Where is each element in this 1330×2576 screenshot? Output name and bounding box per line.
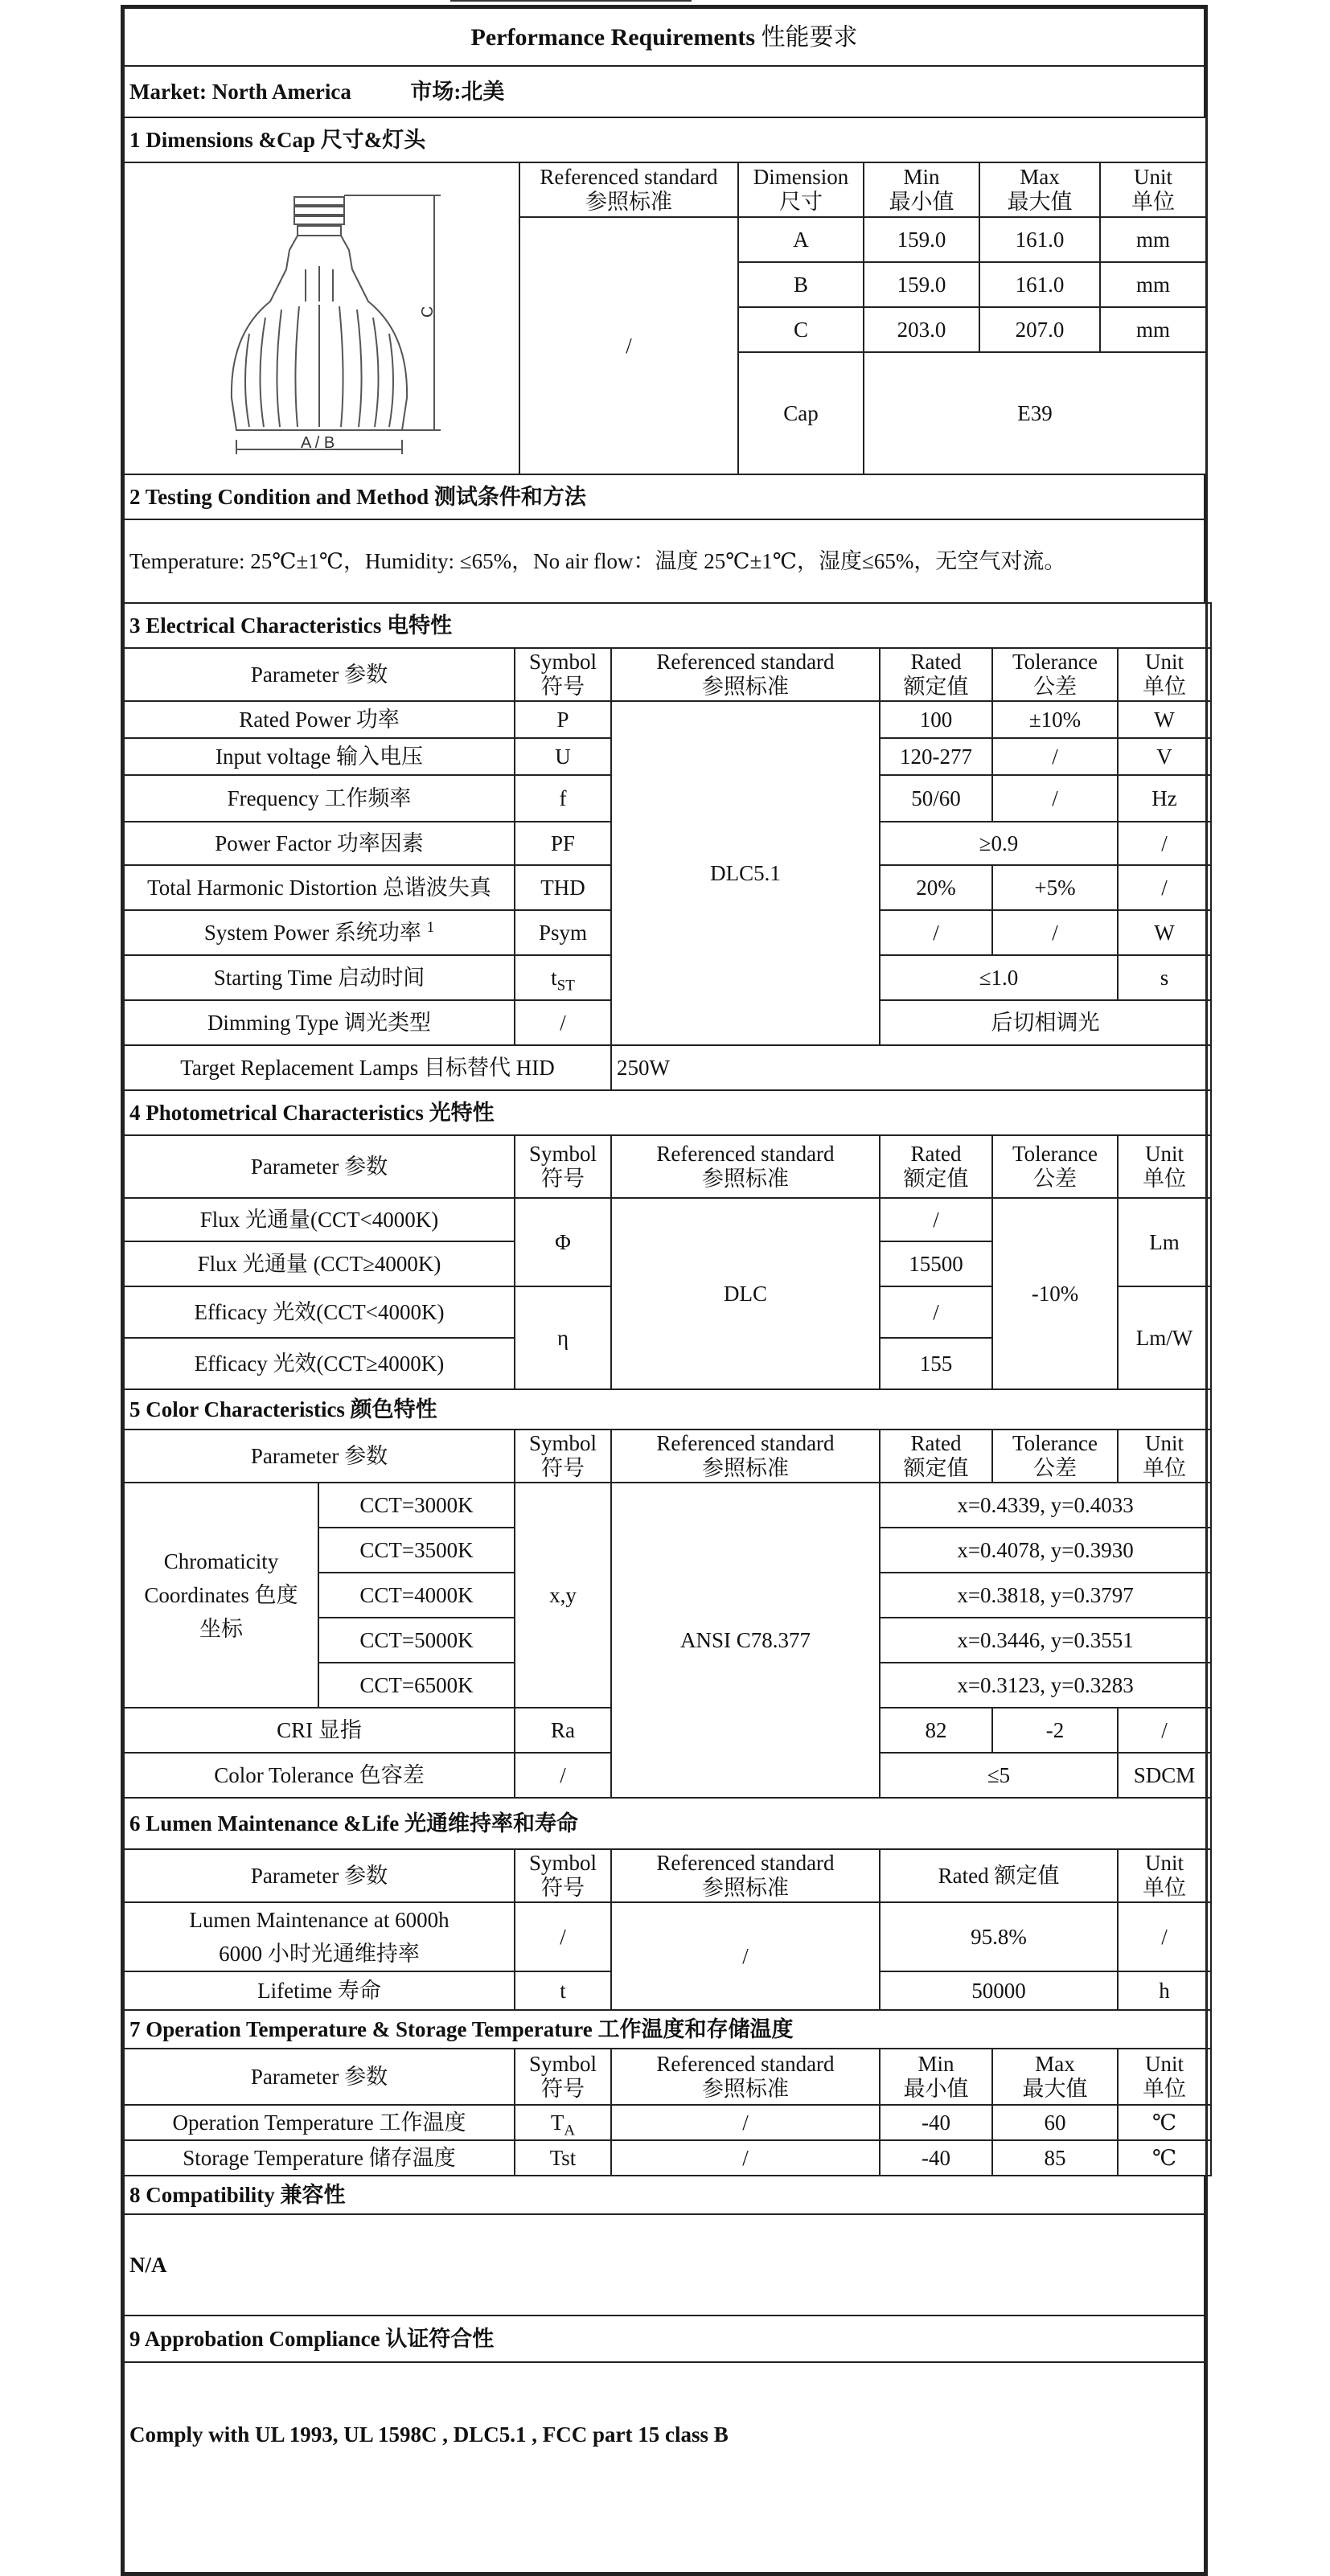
header-min: Min 最小值 — [864, 162, 979, 217]
header-symbol: Symbol 符号 — [515, 648, 611, 701]
param-cell: Rated Power 功率 — [124, 701, 515, 738]
merged-value-cell: ≤5 — [880, 1753, 1118, 1798]
rated-cell: 100 — [880, 701, 992, 738]
market-zh: 市场:北美 — [410, 79, 505, 104]
chromaticity-value: x=0.4339, y=0.4033 — [880, 1483, 1211, 1528]
header-parameter: Parameter 参数 — [124, 1135, 515, 1198]
param-cell: Lifetime 寿命 — [124, 1971, 515, 2010]
section-lumen-maintenance — [123, 1797, 1212, 2011]
cct-cell: CCT=6500K — [318, 1663, 515, 1708]
symbol-cell: $T_A$ — [515, 2105, 611, 2140]
efficacy-unit: Lm/W — [1118, 1286, 1211, 1389]
market-row — [124, 66, 1205, 117]
header-unit: Unit 单位 — [1118, 1135, 1211, 1198]
chromaticity-value: x=0.4078, y=0.3930 — [880, 1528, 1211, 1573]
param-cell: System Power 系统功率 $^1$ — [124, 910, 515, 955]
symbol-cell: THD — [515, 865, 611, 910]
header-tolerance: Tolerance 公差 — [992, 1135, 1118, 1198]
section-dimensions — [123, 117, 1207, 475]
unit-cell: W — [1118, 910, 1211, 955]
header-parameter: Parameter 参数 — [124, 648, 515, 701]
tolerance-cell: ±10% — [992, 701, 1118, 738]
ref-cell: / — [611, 2140, 880, 2176]
min-cell: -40 — [880, 2140, 992, 2176]
symbol-cell: t — [515, 1971, 611, 2010]
section-heading: 8 Compatibility 兼容性 — [124, 2176, 1205, 2214]
param-cell: Lumen Maintenance at 6000h 6000 小时光通维持率 — [124, 1902, 515, 1971]
header-unit: Unit 单位 — [1100, 162, 1206, 217]
header-unit: Unit 单位 — [1118, 648, 1211, 701]
unit-cell: h — [1118, 1971, 1211, 2010]
unit-cell: mm — [1100, 217, 1206, 262]
lamp-dimension-drawing — [129, 173, 515, 459]
tolerance-cell: / — [992, 775, 1118, 822]
header-ref-standard: Referenced standard 参照标准 — [611, 1849, 880, 1902]
unit-cell: W — [1118, 701, 1211, 738]
symbol-cell: / — [515, 1902, 611, 1971]
param-cell: Storage Temperature 储存温度 — [124, 2140, 515, 2176]
header-tolerance: Tolerance 公差 — [992, 1430, 1118, 1483]
unit-cell: / — [1118, 1708, 1211, 1753]
symbol-cell: U — [515, 738, 611, 775]
param-cell: Starting Time 启动时间 — [124, 955, 515, 1000]
section-testing — [123, 474, 1205, 604]
header-ref-standard: Referenced standard 参照标准 — [519, 162, 738, 217]
title-table — [123, 7, 1205, 118]
unit-cell: V — [1118, 738, 1211, 775]
dim-cell: C — [738, 307, 864, 352]
header-tolerance: Tolerance 公差 — [992, 648, 1118, 701]
ref-standard-value: / — [611, 1902, 880, 2010]
header-symbol: Symbol 符号 — [515, 2049, 611, 2105]
max-cell: 161.0 — [979, 217, 1100, 262]
compatibility-text: N/A — [124, 2214, 1205, 2316]
section-heading: 6 Lumen Maintenance &Life 光通维持率和寿命 — [124, 1798, 1211, 1849]
chromaticity-value: x=0.3818, y=0.3797 — [880, 1573, 1211, 1618]
dim-cell: B — [738, 262, 864, 307]
max-cell: 85 — [992, 2140, 1118, 2176]
merged-value-cell: ≥0.9 — [880, 822, 1118, 865]
tolerance-cell: +5% — [992, 865, 1118, 910]
section-heading: 4 Photometrical Characteristics 光特性 — [124, 1090, 1211, 1135]
symbol-cell: $t_{ST}$ — [515, 955, 611, 1000]
param-cell: Total Harmonic Distortion 总谐波失真 — [124, 865, 515, 910]
rated-cell: 50/60 — [880, 775, 992, 822]
section-compatibility — [123, 2175, 1205, 2316]
header-max: Max 最大值 — [992, 2049, 1118, 2105]
ref-standard-value: DLC — [611, 1198, 880, 1389]
header-parameter: Parameter 参数 — [124, 2049, 515, 2105]
rated-cell: 15500 — [880, 1241, 992, 1286]
header-dimension: Dimension 尺寸 — [738, 162, 864, 217]
flux-unit: Lm — [1118, 1198, 1211, 1286]
unit-cell: mm — [1100, 307, 1206, 352]
min-cell: 203.0 — [864, 307, 979, 352]
min-cell: -40 — [880, 2105, 992, 2140]
param-cell: Input voltage 输入电压 — [124, 738, 515, 775]
param-cell: Efficacy 光效(CCT≥4000K) — [124, 1338, 515, 1389]
header-rated: Rated 额定值 — [880, 648, 992, 701]
cct-cell: CCT=3500K — [318, 1528, 515, 1573]
param-cell: Frequency 工作频率 — [124, 775, 515, 822]
symbol-cell: f — [515, 775, 611, 822]
min-cell: 159.0 — [864, 262, 979, 307]
max-cell: 207.0 — [979, 307, 1100, 352]
max-cell: 60 — [992, 2105, 1118, 2140]
chromaticity-value: x=0.3123, y=0.3283 — [880, 1663, 1211, 1708]
param-cell: Color Tolerance 色容差 — [124, 1753, 515, 1798]
unit-cell: / — [1118, 822, 1211, 865]
param-cell: Flux 光通量 (CCT≥4000K) — [124, 1241, 515, 1286]
lamp-drawing-cell — [124, 162, 519, 474]
rated-cell: 50000 — [880, 1971, 1118, 2010]
rated-cell: / — [880, 910, 992, 955]
rated-cell: 155 — [880, 1338, 992, 1389]
header-rated: Rated 额定值 — [880, 1135, 992, 1198]
header-parameter: Parameter 参数 — [124, 1430, 515, 1483]
section-temperature — [123, 2009, 1212, 2176]
header-unit: Unit 单位 — [1118, 1430, 1211, 1483]
market-label: Market: North America — [129, 79, 351, 104]
dimension-label-ab: A / B — [301, 433, 335, 452]
merged-value-cell: 后切相调光 — [880, 1000, 1211, 1045]
min-cell: 159.0 — [864, 217, 979, 262]
chromaticity-symbol: x,y — [515, 1483, 611, 1708]
header-ref-standard: Referenced standard 参照标准 — [611, 1430, 880, 1483]
header-ref-standard: Referenced standard 参照标准 — [611, 2049, 880, 2105]
ref-standard-value: ANSI C78.377 — [611, 1483, 880, 1798]
title-zh: 性能要求 — [761, 23, 858, 51]
dimension-label-c: C — [419, 306, 437, 318]
compliance-text: Comply with UL 1993, UL 1598C , DLC5.1 , FCC part 15 class B — [124, 2362, 1205, 2573]
unit-cell: / — [1118, 1902, 1211, 1971]
efficacy-symbol: η — [515, 1286, 611, 1389]
section-photometric — [123, 1089, 1212, 1390]
unit-cell: SDCM — [1118, 1753, 1211, 1798]
ref-standard-value: / — [519, 217, 738, 474]
header-unit: Unit 单位 — [1118, 2049, 1211, 2105]
merged-value-cell: ≤1.0 — [880, 955, 1118, 1000]
symbol-cell: / — [515, 1000, 611, 1045]
header-rated: Rated 额定值 — [880, 1849, 1118, 1902]
param-cell: Power Factor 功率因素 — [124, 822, 515, 865]
header-unit: Unit 单位 — [1118, 1849, 1211, 1902]
symbol-cell: PF — [515, 822, 611, 865]
symbol-cell: Psym — [515, 910, 611, 955]
rated-cell: / — [880, 1286, 992, 1338]
cap-value: E39 — [864, 352, 1206, 474]
tolerance-cell: / — [992, 910, 1118, 955]
tolerance-cell: -10% — [992, 1198, 1118, 1389]
section-heading: 2 Testing Condition and Method 测试条件和方法 — [124, 474, 1205, 519]
section-heading: 1 Dimensions &Cap 尺寸&灯头 — [124, 117, 1206, 162]
param-cell: Operation Temperature 工作温度 — [124, 2105, 515, 2140]
testing-text: Temperature: 25℃±1℃，Humidity: ≤65%，No air flow：温度 25℃±1℃，湿度≤65%，无空气对流。 — [124, 519, 1205, 603]
tolerance-cell: / — [992, 738, 1118, 775]
header-symbol: Symbol 符号 — [515, 1135, 611, 1198]
header-rated: Rated 额定值 — [880, 1430, 992, 1483]
ref-standard-value: DLC5.1 — [611, 701, 880, 1045]
ref-cell: / — [611, 2105, 880, 2140]
unit-cell: / — [1118, 865, 1211, 910]
param-cell: CRI 显指 — [124, 1708, 515, 1753]
tolerance-cell: -2 — [992, 1708, 1118, 1753]
header-min: Min 最小值 — [880, 2049, 992, 2105]
unit-cell: ℃ — [1118, 2105, 1211, 2140]
param-cell: Flux 光通量(CCT<4000K) — [124, 1198, 515, 1241]
max-cell: 161.0 — [979, 262, 1100, 307]
document-title — [124, 8, 1205, 66]
rated-cell: 20% — [880, 865, 992, 910]
chromaticity-value: x=0.3446, y=0.3551 — [880, 1618, 1211, 1663]
cap-label: Cap — [738, 352, 864, 474]
rated-cell: 120-277 — [880, 738, 992, 775]
rated-cell: 95.8% — [880, 1902, 1118, 1971]
section-heading: 5 Color Characteristics 颜色特性 — [124, 1389, 1211, 1430]
chromaticity-label: Chromaticity Coordinates 色度 坐标 — [124, 1483, 318, 1708]
section-compliance — [123, 2315, 1205, 2574]
header-symbol: Symbol 符号 — [515, 1849, 611, 1902]
title-en: Performance Requirements — [470, 23, 755, 51]
header-ref-standard: Referenced standard 参照标准 — [611, 1135, 880, 1198]
unit-cell: mm — [1100, 262, 1206, 307]
section-electrical — [123, 602, 1212, 1091]
param-cell: Efficacy 光效(CCT<4000K) — [124, 1286, 515, 1338]
section-heading: 9 Approbation Compliance 认证符合性 — [124, 2316, 1205, 2362]
header-max: Max 最大值 — [979, 162, 1100, 217]
symbol-cell: / — [515, 1753, 611, 1798]
cct-cell: CCT=5000K — [318, 1618, 515, 1663]
symbol-cell: P — [515, 701, 611, 738]
symbol-cell: Ra — [515, 1708, 611, 1753]
unit-cell: s — [1118, 955, 1211, 1000]
section-heading: 3 Electrical Characteristics 电特性 — [124, 603, 1211, 648]
target-lamp-label: Target Replacement Lamps 目标替代 HID — [124, 1045, 611, 1090]
section-color — [123, 1388, 1212, 1799]
footnote-marker: 1 — [426, 918, 435, 936]
rated-cell: 82 — [880, 1708, 992, 1753]
target-lamp-value: 250W — [611, 1045, 1211, 1090]
symbol-cell: Tst — [515, 2140, 611, 2176]
section-heading: 7 Operation Temperature & Storage Temperature 工作温度和存储温度 — [124, 2010, 1211, 2049]
spec-sheet — [121, 5, 1208, 2576]
unit-cell: ℃ — [1118, 2140, 1211, 2176]
header-ref-standard: Referenced standard 参照标准 — [611, 648, 880, 701]
header-symbol: Symbol 符号 — [515, 1430, 611, 1483]
cct-cell: CCT=3000K — [318, 1483, 515, 1528]
unit-cell: Hz — [1118, 775, 1211, 822]
flux-symbol: Φ — [515, 1198, 611, 1286]
cct-cell: CCT=4000K — [318, 1573, 515, 1618]
dim-cell: A — [738, 217, 864, 262]
header-parameter: Parameter 参数 — [124, 1849, 515, 1902]
param-cell: Dimming Type 调光类型 — [124, 1000, 515, 1045]
rated-cell: / — [880, 1198, 992, 1241]
